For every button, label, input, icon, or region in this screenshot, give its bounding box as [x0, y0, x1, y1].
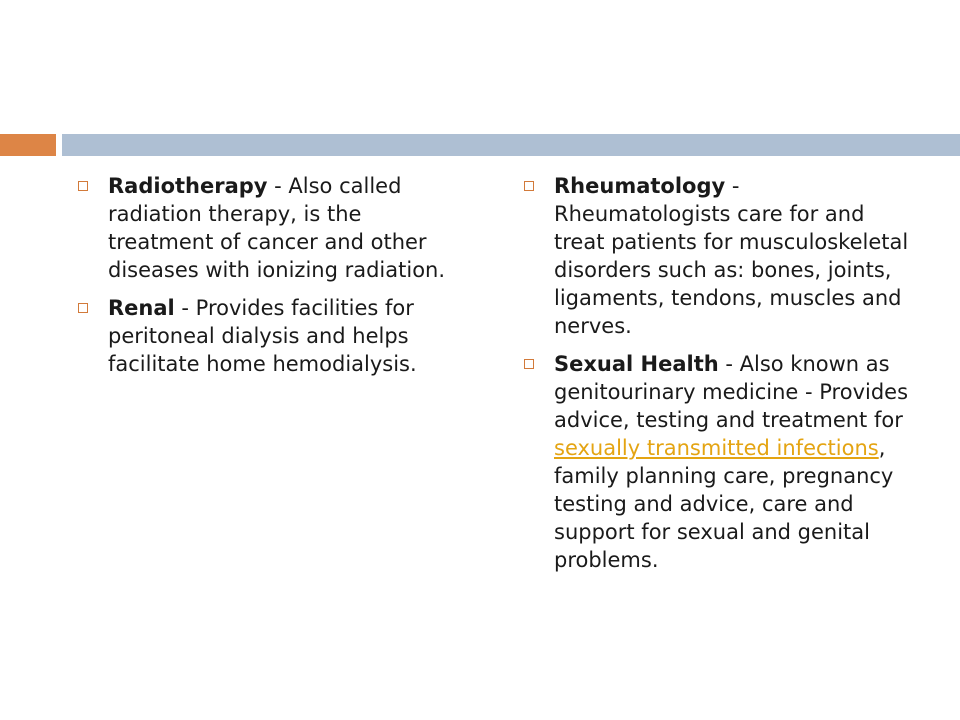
hollow-square-icon [78, 303, 88, 313]
term-renal: Renal [108, 296, 175, 320]
description-rheumatology: - Rheumatologists care for and treat patients for musculoskeletal disorders such as: bones, joints, ligaments, tendons, muscles and nerves. [554, 174, 909, 338]
description-radiotherapy: - Also called radiation therapy, is the treatment of cancer and other diseases with ionizing radiation. [108, 174, 446, 282]
right-column [518, 172, 918, 584]
hollow-square-icon [524, 359, 534, 369]
term-sexual-health: Sexual Health [554, 352, 719, 376]
term-radiotherapy: Radiotherapy [108, 174, 268, 198]
list-item-rheumatology [518, 172, 918, 340]
list-item-sexual-health [518, 350, 918, 574]
description-renal: - Provides facilities for peritoneal dialysis and helps facilitate home hemodialysis. [108, 296, 417, 376]
sti-link[interactable]: sexually transmitted infections [554, 436, 879, 460]
accent-bar-blue [62, 134, 960, 156]
term-rheumatology: Rheumatology [554, 174, 726, 198]
hollow-square-icon [78, 181, 88, 191]
accent-bar-orange [0, 134, 56, 156]
list-item-renal [72, 294, 472, 378]
description-sexual-health-after: , family planning care, pregnancy testing and advice, care and support for sexual and genital problems. [554, 436, 894, 572]
hollow-square-icon [524, 181, 534, 191]
list-item-radiotherapy [72, 172, 472, 284]
description-sexual-health-before: - Also known as genitourinary medicine - Provides advice, testing and treatment for [554, 352, 909, 432]
left-column [72, 172, 472, 388]
